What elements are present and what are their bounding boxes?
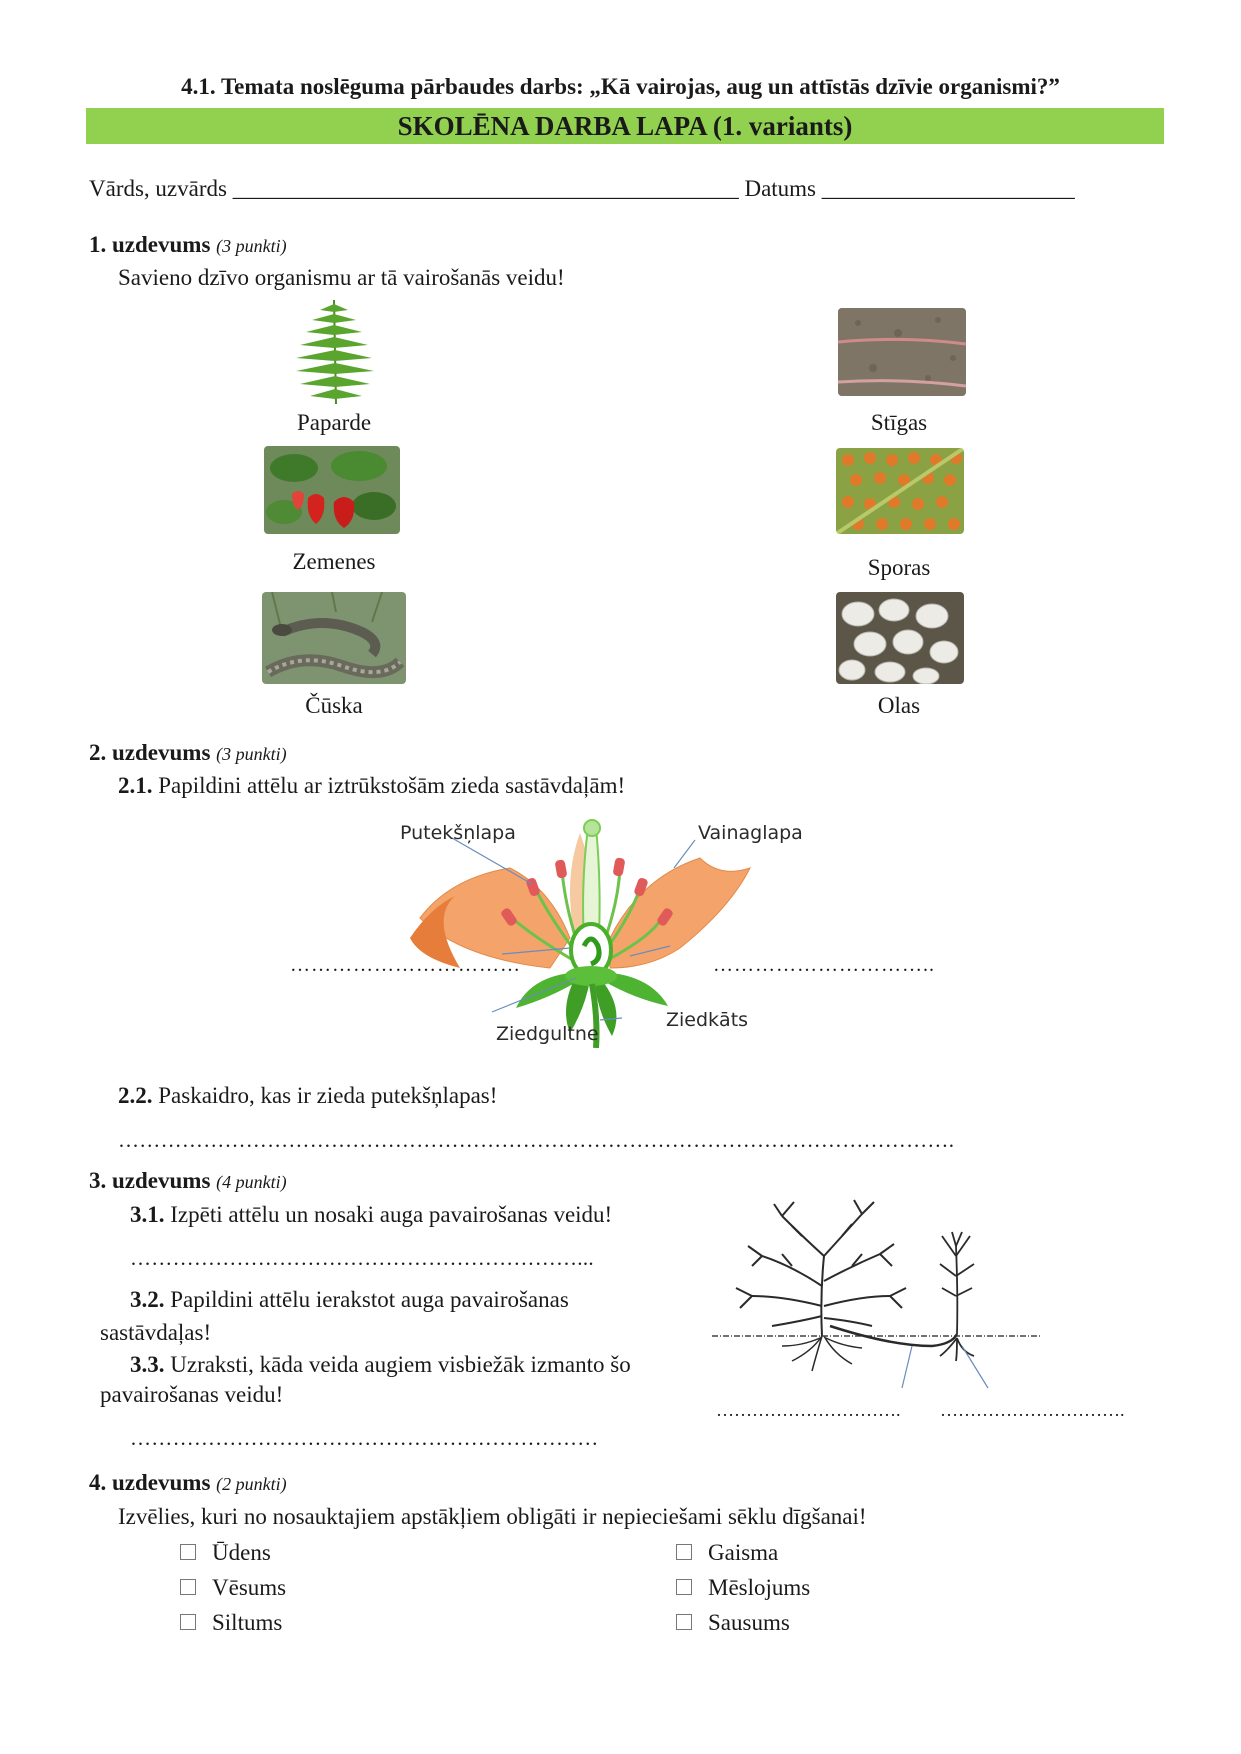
checkbox-icon[interactable]	[676, 1614, 692, 1630]
task2-q1	[118, 773, 625, 799]
task4-instruction: Izvēlies, kuri no nosauktajiem apstākļiem obligāti ir nepieciešami sēklu dīgšanai!	[118, 1504, 867, 1529]
task2-q2-answer-line[interactable]: ……………………………………………………………………………………………………….	[118, 1128, 955, 1152]
option-meslojums[interactable]	[676, 1575, 810, 1601]
task2-heading	[89, 740, 287, 766]
roots	[782, 1336, 862, 1371]
option-vesums[interactable]	[180, 1575, 286, 1601]
task2-q2-number: 2.2.	[118, 1083, 153, 1108]
label-olas: Olas	[877, 693, 921, 718]
option-siltums[interactable]	[180, 1610, 282, 1636]
task3-title: 3. uzdevums	[89, 1168, 211, 1193]
label-cuska: Čūska	[305, 693, 363, 718]
layering-diagram	[712, 1196, 1052, 1406]
option-label: Mēslojums	[708, 1575, 811, 1600]
option-gaisma[interactable]	[676, 1540, 778, 1566]
task3-q2-number: 3.2.	[130, 1287, 165, 1312]
flower-diagram	[280, 808, 980, 1048]
parent-plant	[736, 1200, 906, 1336]
task3-q2-text-a: Papildini attēlu ierakstot auga pavairošanas	[170, 1287, 569, 1312]
task2-q2	[118, 1083, 497, 1109]
option-label: Sausums	[708, 1610, 790, 1635]
task1-instruction: Savieno dzīvo organismu ar tā vairošanās veidu!	[118, 265, 565, 290]
fern-icon	[282, 296, 386, 406]
task2-q1-text: Papildini attēlu ar iztrūkstošām zieda sastāvdaļām!	[158, 773, 626, 798]
task3-q3-text-a: Uzraksti, kāda veida augiem visbiežāk izmanto šo	[170, 1352, 631, 1377]
strawberry-image[interactable]	[264, 446, 400, 534]
fern-image[interactable]	[282, 296, 386, 406]
task2-q1-number: 2.1.	[118, 773, 153, 798]
task4-title: 4. uzdevums	[89, 1470, 211, 1495]
task2-title: 2. uzdevums	[89, 740, 211, 765]
option-label: Siltums	[212, 1610, 283, 1635]
task3-q3-text-b: pavairošanas veidu!	[100, 1382, 284, 1407]
strawberry-icon	[264, 446, 400, 534]
checkbox-icon[interactable]	[676, 1579, 692, 1595]
task4-points: (2 punkti)	[216, 1474, 287, 1494]
snake-icon	[262, 592, 406, 684]
task3-q3-number: 3.3.	[130, 1352, 165, 1377]
runner-stems-image[interactable]	[838, 308, 966, 396]
new-plant	[940, 1232, 974, 1361]
task2-q2-text: Paskaidro, kas ir zieda putekšņlapas!	[158, 1083, 498, 1108]
label-ziedkats: Ziedkāts	[666, 1009, 749, 1031]
layering-blank-right[interactable]: ………………………….	[940, 1400, 1125, 1420]
eggs-icon	[836, 592, 964, 684]
task3-q3	[130, 1352, 695, 1378]
label-zemenes: Zemenes	[292, 549, 376, 574]
label-putekshnlapa: Putekšņlapa	[400, 822, 516, 844]
flower-blank-right[interactable]: …………………………..	[713, 954, 935, 976]
option-label: Vēsums	[212, 1575, 287, 1600]
label-sporas: Sporas	[867, 555, 931, 580]
label-vainaglapa: Vainaglapa	[698, 822, 803, 844]
task3-q3-answer-line[interactable]: …………………………………………………………	[130, 1426, 599, 1450]
task3-heading	[89, 1168, 287, 1194]
option-udens[interactable]	[180, 1540, 271, 1566]
flower-blank-left[interactable]: ……………………………	[290, 954, 521, 976]
label-stigas: Stīgas	[870, 410, 928, 435]
task3-q2-text-b: sastāvdaļas!	[100, 1320, 212, 1345]
option-label: Gaisma	[708, 1540, 779, 1565]
name-date-field[interactable]: Vārds, uzvārds ____________________________________________ Datums ______________________	[89, 176, 1075, 201]
task3-q1-answer-line[interactable]: ………………………………………………………...	[130, 1246, 594, 1270]
option-label: Ūdens	[212, 1540, 271, 1565]
task4-heading	[89, 1470, 287, 1496]
task1-heading	[89, 232, 287, 258]
checkbox-icon[interactable]	[180, 1614, 196, 1630]
task3-points: (4 punkti)	[216, 1172, 287, 1192]
task3-q1	[130, 1202, 612, 1228]
option-sausums[interactable]	[676, 1610, 790, 1636]
task1-points: (3 punkti)	[216, 236, 287, 256]
task3-q1-text: Izpēti attēlu un nosaki auga pavairošanas veidu!	[170, 1202, 613, 1227]
checkbox-icon[interactable]	[180, 1579, 196, 1595]
layering-blank-left[interactable]: ………………………….	[716, 1400, 901, 1420]
checkbox-icon[interactable]	[180, 1544, 196, 1560]
receptacle	[565, 966, 617, 986]
task1-title: 1. uzdevums	[89, 232, 211, 257]
eggs-image[interactable]	[836, 592, 964, 684]
worksheet-banner: SKOLĒNA DARBA LAPA (1. variants)	[86, 108, 1164, 144]
snake-image[interactable]	[262, 592, 406, 684]
spores-image[interactable]	[836, 448, 964, 534]
task2-points: (3 punkti)	[216, 744, 287, 764]
label-ziedgultne: Ziedgultne	[496, 1023, 599, 1045]
spores-icon	[836, 448, 964, 534]
page-title: 4.1. Temata noslēguma pārbaudes darbs: „Kā vairojas, aug un attīstās dzīvie organismi?”	[181, 74, 1060, 99]
task3-q1-number: 3.1.	[130, 1202, 165, 1227]
petal-right	[610, 858, 750, 968]
runner-stems-icon	[838, 308, 966, 396]
checkbox-icon[interactable]	[676, 1544, 692, 1560]
label-paparde: Paparde	[296, 410, 372, 435]
task3-q2	[130, 1287, 569, 1313]
